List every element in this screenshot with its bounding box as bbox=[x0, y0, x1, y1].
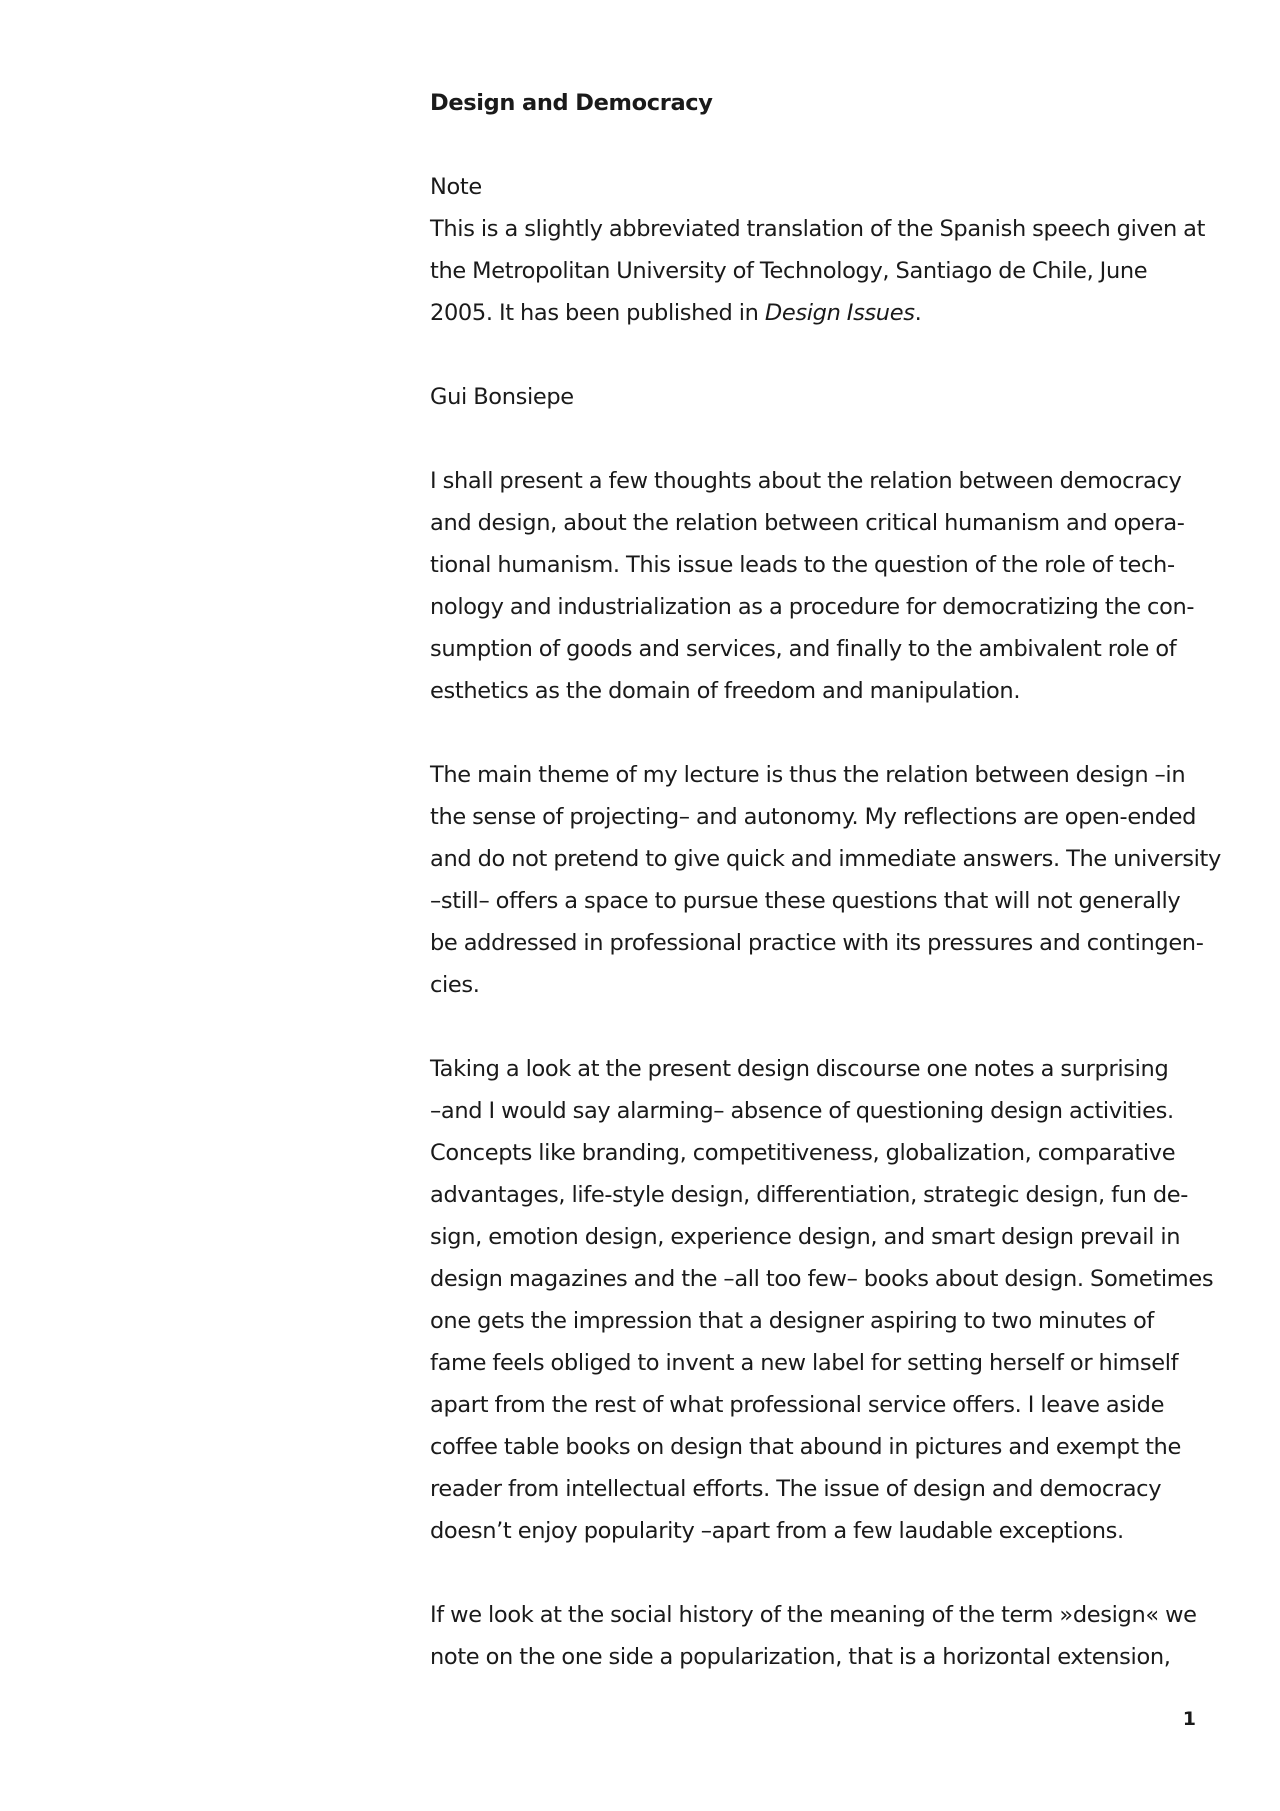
paragraph-line: one gets the impression that a designer aspiring to two minutes of bbox=[430, 1308, 1154, 1334]
paragraph-3 bbox=[430, 1048, 1214, 1552]
paragraph-line: note on the one side a popularization, that is a horizontal extension, bbox=[430, 1644, 1171, 1670]
paragraph-line: –and I would say alarming– absence of questioning design activities. bbox=[430, 1098, 1174, 1124]
paragraph-line: the sense of projecting– and autonomy. My reflections are open-ended bbox=[430, 804, 1197, 830]
paragraph-line: Taking a look at the present design discourse one notes a surprising bbox=[430, 1056, 1169, 1082]
note-block bbox=[430, 166, 1206, 334]
paragraph-4 bbox=[430, 1594, 1202, 1678]
document-title: Design and Democracy bbox=[430, 90, 713, 116]
paragraph-line: If we look at the social history of the meaning of the term »design« we bbox=[430, 1602, 1197, 1628]
paragraph-line: apart from the rest of what professional service offers. I leave aside bbox=[430, 1392, 1165, 1418]
note-line bbox=[430, 292, 1202, 334]
note-line-punctuation: . bbox=[914, 300, 922, 326]
paragraph-line: fame feels obliged to invent a new label for setting herself or himself bbox=[430, 1350, 1179, 1376]
paragraph-line: reader from intellectual efforts. The issue of design and democracy bbox=[430, 1476, 1162, 1502]
paragraph-line: cies. bbox=[430, 972, 480, 998]
paragraph-line: sign, emotion design, experience design, and smart design prevail in bbox=[430, 1224, 1181, 1250]
paragraph-line: be addressed in professional practice with its pressures and contingen- bbox=[430, 930, 1204, 956]
paragraph-line: tional humanism. This issue leads to the question of the role of tech- bbox=[430, 552, 1175, 578]
paragraph-line: advantages, life-style design, differentiation, strategic design, fun de- bbox=[430, 1182, 1189, 1208]
note-line-text: 2005. It has been published in bbox=[430, 300, 765, 326]
paragraph-line: Concepts like branding, competitiveness, globalization, comparative bbox=[430, 1140, 1176, 1166]
note-line: This is a slightly abbreviated translation of the Spanish speech given at bbox=[430, 216, 1206, 242]
text-column bbox=[430, 82, 1221, 1678]
paragraph-line: design magazines and the –all too few– books about design. Sometimes bbox=[430, 1266, 1214, 1292]
author-block bbox=[430, 376, 1202, 418]
page-number: 1 bbox=[1182, 1708, 1196, 1730]
paragraph-line: nology and industrialization as a procedure for democratizing the con- bbox=[430, 594, 1195, 620]
note-heading: Note bbox=[430, 174, 482, 200]
note-line: the Metropolitan University of Technology, Santiago de Chile, June bbox=[430, 258, 1148, 284]
paragraph-line: doesn’t enjoy popularity –apart from a few laudable exceptions. bbox=[430, 1518, 1124, 1544]
paragraph-line: coffee table books on design that abound in pictures and exempt the bbox=[430, 1434, 1181, 1460]
paragraph-line: –still– offers a space to pursue these questions that will not generally bbox=[430, 888, 1181, 914]
paragraph-1 bbox=[430, 460, 1202, 712]
author-name: Gui Bonsiepe bbox=[430, 384, 574, 410]
paragraph-line: and do not pretend to give quick and immediate answers. The university bbox=[430, 846, 1221, 872]
paragraph-line: The main theme of my lecture is thus the relation between design –in bbox=[430, 762, 1186, 788]
paragraph-2 bbox=[430, 754, 1221, 1006]
paragraph-line: I shall present a few thoughts about the relation between democracy bbox=[430, 468, 1182, 494]
paragraph-line: and design, about the relation between critical humanism and opera- bbox=[430, 510, 1185, 536]
paragraph-line: sumption of goods and services, and finally to the ambivalent role of bbox=[430, 636, 1177, 662]
publication-title: Design Issues bbox=[764, 300, 915, 326]
paragraph-line: esthetics as the domain of freedom and manipulation. bbox=[430, 678, 1021, 704]
